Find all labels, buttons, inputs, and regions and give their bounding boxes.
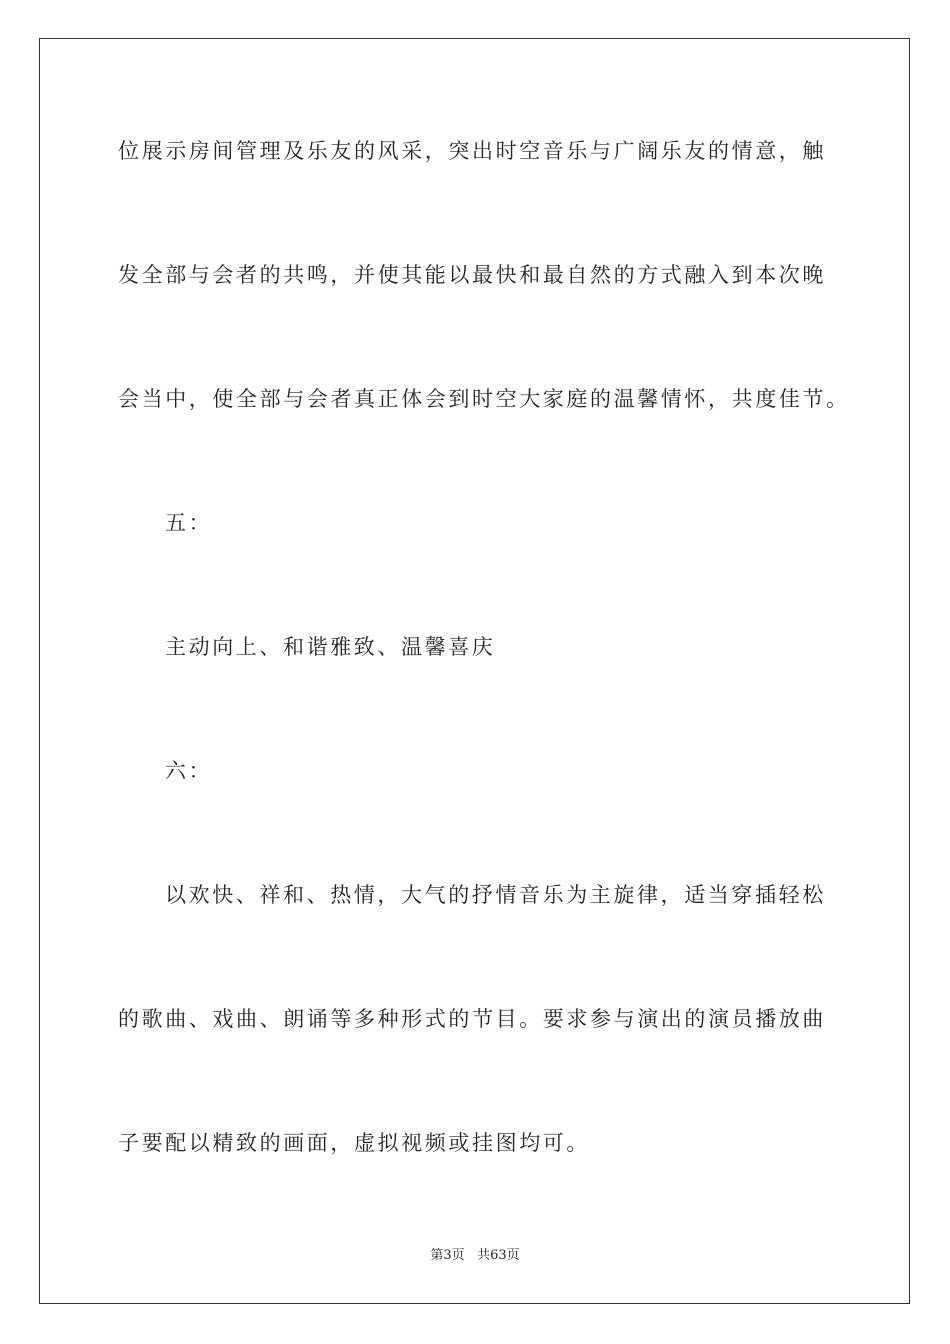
total-pages: 共63页 <box>477 1248 520 1263</box>
section-heading-five: 五： <box>165 511 213 535</box>
page-border <box>39 38 910 1304</box>
body-text-line: 的歌曲、戏曲、朗诵等多种形式的节目。要求参与演出的演员播放曲 <box>118 1007 826 1031</box>
section-heading-six: 六： <box>165 759 213 783</box>
body-text-line: 会当中，使全部与会者真正体会到时空大家庭的温馨情怀，共度佳节。 <box>118 387 850 411</box>
page-footer <box>0 1246 950 1266</box>
page-number: 第3页 <box>430 1248 465 1263</box>
body-text-line: 以欢快、祥和、热情，大气的抒情音乐为主旋律，适当穿插轻松 <box>165 883 826 907</box>
body-text-line: 发全部与会者的共鸣，并使其能以最快和最自然的方式融入到本次晚 <box>118 263 826 287</box>
body-text-line: 子要配以精致的画面，虚拟视频或挂图均可。 <box>118 1131 590 1155</box>
body-text-line: 主动向上、和谐雅致、温馨喜庆 <box>165 635 496 659</box>
body-text-line: 位展示房间管理及乐友的风采，突出时空音乐与广阔乐友的情意，触 <box>118 139 826 163</box>
